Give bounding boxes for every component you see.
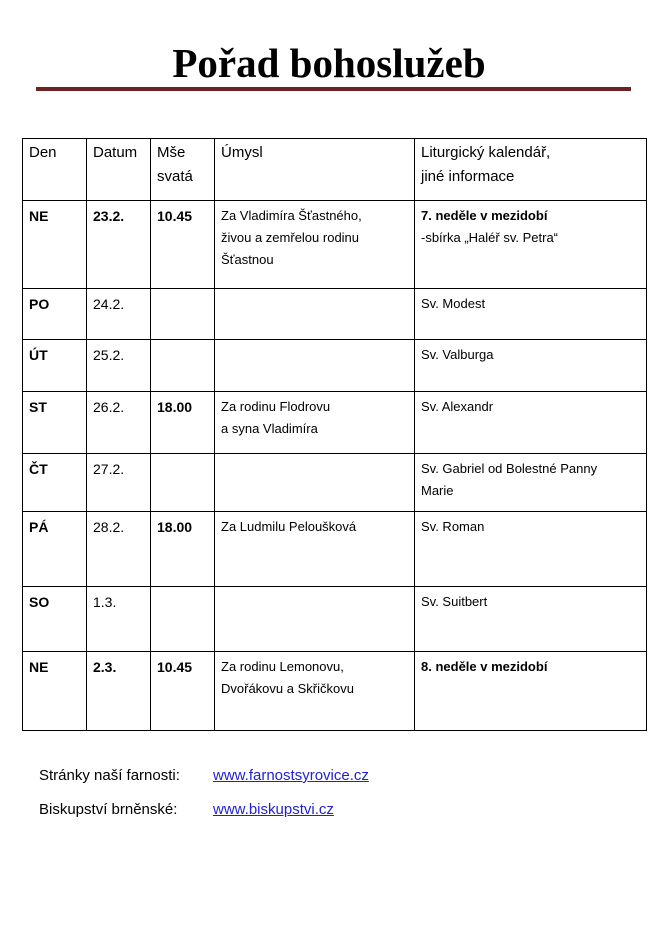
mass-time-cell [151, 454, 215, 512]
intention-line: Za Ludmilu Peloušková [221, 519, 357, 534]
intention-cell [215, 587, 415, 652]
date-cell: 27.2. [87, 454, 151, 512]
mass-time-cell: 18.00 [151, 512, 215, 587]
date-cell: 24.2. [87, 289, 151, 340]
day-cell: NE [23, 652, 87, 731]
calendar-line: -sbírka „Haléř sv. Petra“ [421, 230, 559, 245]
date-cell: 28.2. [87, 512, 151, 587]
intention-line: Za rodinu Flodrovu [221, 399, 331, 414]
calendar-cell [415, 289, 647, 340]
parish-link[interactable]: www.farnostsyrovice.cz [213, 767, 369, 784]
calendar-cell [415, 512, 647, 587]
day-cell: ST [23, 392, 87, 454]
calendar-line: Marie [421, 483, 454, 498]
mass-time-cell: 10.45 [151, 201, 215, 289]
header-kalendar-line: Liturgický kalendář, [421, 144, 551, 161]
calendar-line: Sv. Gabriel od Bolestné Panny [421, 461, 598, 476]
intention-line: Šťastnou [221, 252, 274, 267]
date-cell: 1.3. [87, 587, 151, 652]
day-cell: PO [23, 289, 87, 340]
calendar-line: 7. neděle v mezidobí [421, 208, 548, 223]
intention-cell [215, 512, 415, 587]
day-cell: NE [23, 201, 87, 289]
mass-time-cell [151, 587, 215, 652]
calendar-cell [415, 340, 647, 392]
header-row [23, 139, 647, 201]
intention-line: Dvořákovu a Skřičkovu [221, 681, 354, 696]
header-den: Den [23, 139, 87, 201]
table-row [23, 289, 647, 340]
intention-line: živou a zemřelou rodinu [221, 230, 360, 245]
diocese-link[interactable]: www.biskupstvi.cz [213, 801, 334, 818]
intention-cell [215, 652, 415, 731]
date-cell: 25.2. [87, 340, 151, 392]
page-title: Pořad bohoslužeb [172, 40, 486, 86]
calendar-cell [415, 201, 647, 289]
table-row [23, 340, 647, 392]
day-cell: SO [23, 587, 87, 652]
calendar-line: 8. neděle v mezidobí [421, 659, 548, 674]
calendar-cell [415, 454, 647, 512]
header-datum: Datum [87, 139, 151, 201]
day-cell: ČT [23, 454, 87, 512]
mass-time-cell [151, 340, 215, 392]
calendar-line: Sv. Valburga [421, 347, 494, 362]
link-label: Biskupství brněnské: [39, 801, 178, 818]
header-kalendar [415, 139, 647, 201]
mass-time-cell [151, 289, 215, 340]
calendar-line: Sv. Alexandr [421, 399, 494, 414]
schedule-table [22, 138, 647, 731]
intention-cell [215, 289, 415, 340]
calendar-cell [415, 392, 647, 454]
link-label: Stránky naší farnosti: [39, 767, 180, 784]
intention-line: a syna Vladimíra [221, 421, 318, 436]
date-cell: 23.2. [87, 201, 151, 289]
calendar-line: Sv. Suitbert [421, 594, 488, 609]
date-cell: 26.2. [87, 392, 151, 454]
header-mse-line: Mše [157, 144, 186, 161]
table-row [23, 201, 647, 289]
intention-cell [215, 340, 415, 392]
day-cell: ÚT [23, 340, 87, 392]
header-mse-line: svatá [157, 168, 193, 185]
intention-cell [215, 201, 415, 289]
mass-time-cell: 18.00 [151, 392, 215, 454]
intention-cell [215, 392, 415, 454]
calendar-cell [415, 587, 647, 652]
calendar-line: Sv. Modest [421, 296, 486, 311]
intention-line: Za rodinu Lemonovu, [221, 659, 344, 674]
table-row [23, 587, 647, 652]
calendar-line: Sv. Roman [421, 519, 485, 534]
table-row [23, 512, 647, 587]
table-row [23, 454, 647, 512]
calendar-cell [415, 652, 647, 731]
title-underline [36, 87, 631, 91]
day-cell: PÁ [23, 512, 87, 587]
table-row [23, 392, 647, 454]
date-cell: 2.3. [87, 652, 151, 731]
table-row [23, 652, 647, 731]
intention-cell [215, 454, 415, 512]
header-kalendar-line: jiné informace [421, 168, 515, 185]
mass-time-cell: 10.45 [151, 652, 215, 731]
header-mse [151, 139, 215, 201]
header-umysl: Úmysl [215, 139, 415, 201]
intention-line: Za Vladimíra Šťastného, [221, 208, 362, 223]
